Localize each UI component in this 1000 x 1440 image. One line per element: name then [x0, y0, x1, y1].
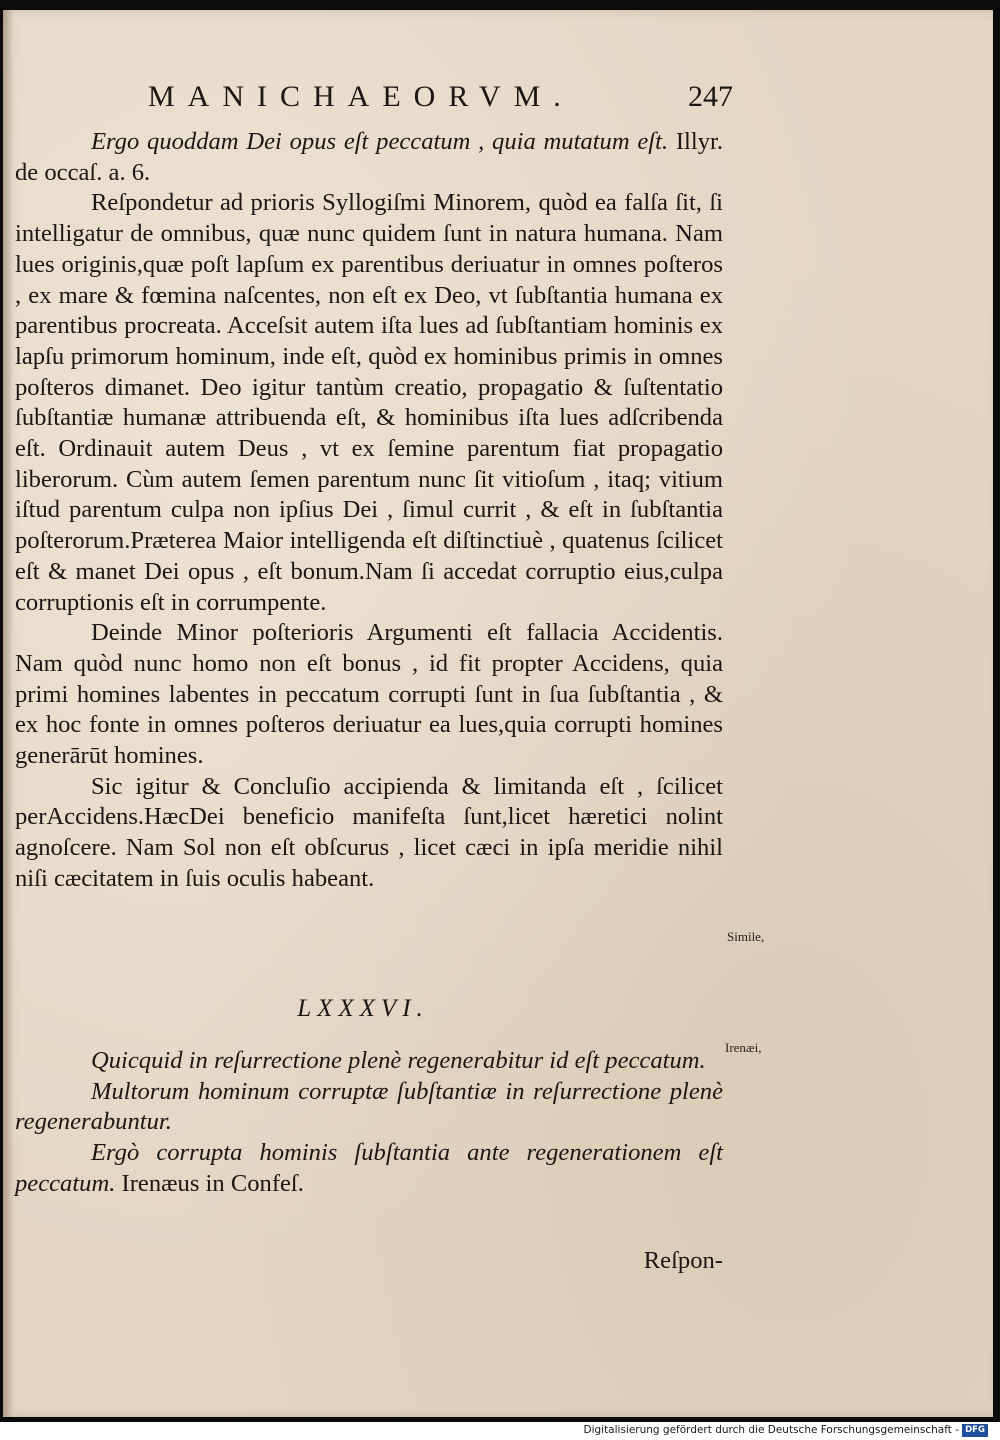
dfg-logo-icon: DFG: [962, 1424, 988, 1437]
citation: Irenæus in Confeſ.: [115, 1169, 304, 1197]
text-paragraph: Reſpondetur ad prioris Syllogiſmi Minorem, quòd ea falſa ſit, ſi intelligatur de omnibus, quæ nunc quidem ſunt in natura humana. Nam lues originis,quæ poſt lapſum ex parentibus deriuatur in omnes poſteros , ex mare & fœmina naſcentes, non eſt ex Deo, vt ſubſtantia humana ex parentibus procreata. Acceſsit autem iſta lues ad ſubſtantiam hominis ex lapſu primorum hominum, inde eſt, quòd ex hominibus primis in omnes poſteros dimanet. Deo igitur tantùm creatio, propagatio & ſuſtentatio ſubſtantiæ humanæ attribuenda eſt, & hominibus iſta lues adſcribenda eſt. Ordinauit autem Deus , vt ex ſemine parentum fiat propagatio liberorum. Cùm autem ſemen parentum nunc ſit vitioſum , itaq; vitium iſtud parentum culpa non ipſius Dei , ſimul currit , & eſt in ſubſtantia poſterorum.Præterea Maior intelligenda eſt diſtinctiuè , quatenus ſcilicet eſt & manet Dei opus , eſt bonum.Nam ſi accedat corruptio eius,culpa corruptionis eſt in corrumpente.: [15, 189, 723, 616]
syllogism-conclusion: Ergo quoddam Dei opus eſt peccatum , quia mutatum eſt.: [91, 128, 669, 155]
minor-premise: Multorum hominum corruptæ ſubſtantiæ in reſurrectione plenè regenerabuntur.: [15, 1077, 723, 1136]
argument-conclusion: Ergò corrupta hominis ſubſtantia ante regenerationem eſt peccatum.: [15, 1139, 723, 1197]
running-head: MANICHAEORVM.: [148, 80, 574, 113]
section-number: LXXXVI.: [297, 995, 429, 1022]
argument-text-block: [15, 1046, 723, 1200]
funding-credit: Digitalisierung gefördert durch die Deutsche Forschungsgemeinschaft -: [583, 1424, 959, 1436]
text-paragraph: Deinde Minor poſterioris Argumenti eſt fallacia Accidentis. Nam quòd nunc homo non eſt bonus , id fit propter Accidens, quia primi homines labentes in peccatum corrupti ſunt in ſua ſubſtantia , & ex hoc fonte in omnes poſteros deriuatur ea lues,quia corrupti homines generārūt homines.: [15, 619, 723, 770]
major-premise: Quicquid in reſurrectione plenè regenerabitur id eſt peccatum.: [91, 1047, 706, 1074]
text-paragraph: Sic igitur & Concluſio accipienda & limitanda eſt , ſcilicet perAccidens.HæcDei beneficio manifeſta ſunt,licet hæretici nolint agnoſcere. Nam Sol non eſt obſcurus , licet cæci in ipſa meridie nihil niſi cæcitatem in ſuis oculis habeant.: [15, 772, 723, 892]
margin-note-irenaei: Irenæi,: [725, 1040, 762, 1055]
text-paragraph: [15, 1138, 723, 1199]
page-header: [148, 80, 733, 120]
footer-bar: [0, 1422, 1000, 1440]
page-gutter-shadow: [3, 10, 13, 1417]
citation: Illyr. de occaſ. a. 6.: [15, 128, 723, 186]
page-number: 247: [688, 80, 733, 113]
text-paragraph: [15, 127, 723, 188]
margin-note-simile: Simile,: [727, 929, 765, 944]
book-page: [3, 10, 993, 1417]
main-text-block: [15, 127, 723, 895]
catchword: Reſpon-: [643, 1247, 723, 1274]
